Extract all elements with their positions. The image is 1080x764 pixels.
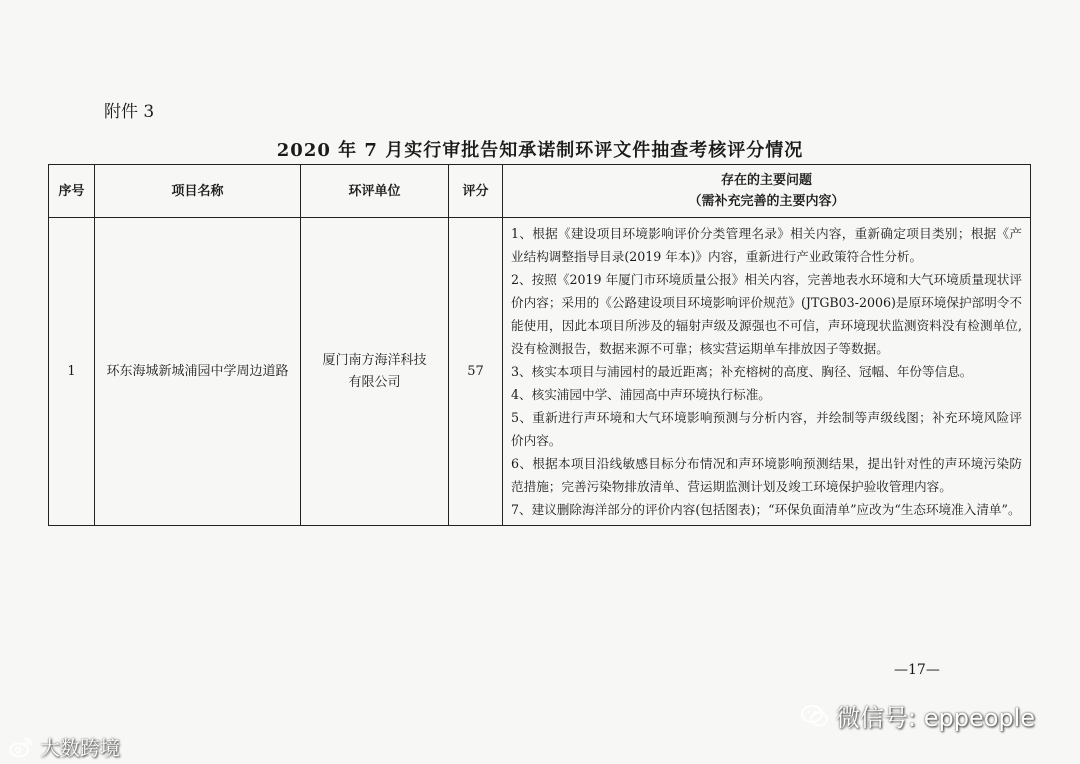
document-title: 2020 年 7 月实行审批告知承诺制环评文件抽查考核评分情况: [276, 140, 804, 161]
table-row: [49, 218, 1031, 526]
cell-score: 57: [449, 218, 503, 526]
evaluation-table: [48, 164, 1031, 526]
table-header-row: [49, 165, 1031, 218]
wechat-watermark: [800, 698, 1035, 733]
issue-item: 6、根据本项目沿线敏感目标分布情况和声环境影响预测结果，提出针对性的声环境污染防范措施；完善污染物排放清单、营运期监测计划及竣工环境保护验收管理内容。: [511, 456, 1022, 494]
issue-item: 1、根据《建设项目环境影响评价分类管理名录》相关内容，重新确定项目类别；根据《产业结构调整指导目录(2019 年本)》内容，重新进行产业政策符合性分析。: [511, 226, 1022, 264]
weibo-icon: [8, 736, 34, 758]
cell-project: 环东海城新城浦园中学周边道路: [95, 218, 301, 526]
issue-item: 2、按照《2019 年厦门市环境质量公报》相关内容，完善地表水环境和大气环境质量现状评价内容；采用的《公路建设项目环境影响评价规范》(JTGB03-2006)是原环境保护部明令不能使用，因此本项目所涉及的辐射声级及源强也不可信，声环境现状监测资料没有检测单位,没有检测报告，数据来源不可靠；核实营运期单车排放因子等数据。: [511, 272, 1022, 356]
cell-seq: 1: [49, 218, 95, 526]
header-issues-line2: （需补充完善的主要内容）: [688, 194, 845, 209]
header-seq: 序号: [49, 165, 95, 218]
attachment-label: 附件 3: [104, 102, 155, 122]
header-issues: [503, 165, 1031, 218]
wechat-watermark-text: 微信号: eppeople: [836, 704, 1036, 732]
brand-watermark-text: 大数跨境: [40, 736, 120, 760]
header-score: 评分: [449, 165, 503, 218]
issue-item: 5、重新进行声环境和大气环境影响预测与分析内容，并绘制等声级线图；补充环境风险评价内容。: [511, 410, 1022, 448]
issue-item: 7、建议删除海洋部分的评价内容(包括图表)；“环保负面清单”应改为“生态环境准入清单”。: [511, 502, 1021, 517]
header-unit: 环评单位: [301, 165, 449, 218]
brand-watermark: [8, 732, 120, 761]
header-project: 项目名称: [95, 165, 301, 218]
cell-issues: [503, 218, 1031, 526]
header-issues-line1: 存在的主要问题: [720, 173, 812, 188]
cell-unit: 厦门南方海洋科技有限公司: [301, 218, 449, 526]
page-number: —17—: [894, 662, 940, 678]
wechat-icon: [800, 703, 830, 729]
issue-item: 3、核实本项目与浦园村的最近距离；补充榕树的高度、胸径、冠幅、年份等信息。: [511, 364, 973, 379]
issue-item: 4、核实浦园中学、浦园高中声环境执行标准。: [511, 387, 771, 402]
